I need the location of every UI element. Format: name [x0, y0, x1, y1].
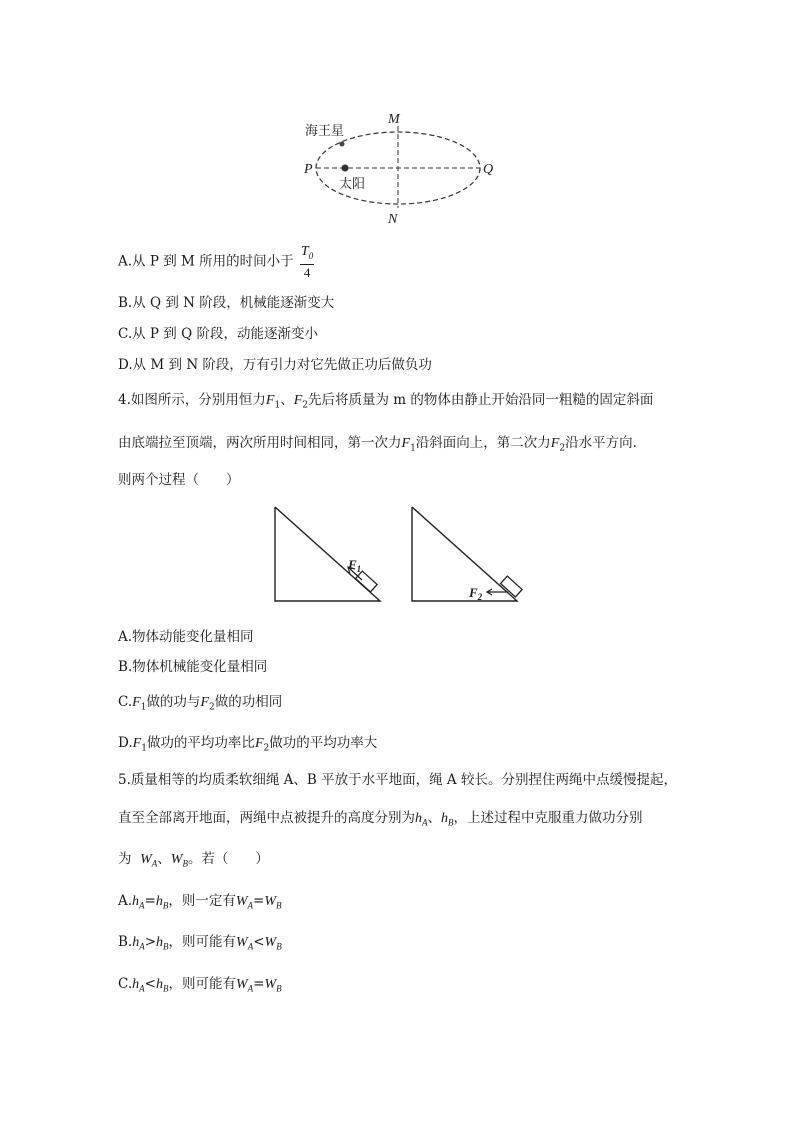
- q5-stem-line1: 5.质量相等的均质柔软细绳 A、B 平放于水平地面，绳 A 较长。分别捏住两绳中点缓慢提起，: [118, 772, 677, 788]
- var-h: h: [155, 894, 163, 909]
- q4-text: 4.如图所示，分别用恒力: [118, 392, 266, 408]
- op: >: [144, 934, 157, 950]
- sub: B: [162, 983, 169, 994]
- neptune-dot: [340, 142, 345, 147]
- q5-option-c: [118, 972, 282, 994]
- q4-text: 沿水平方向.: [565, 435, 637, 451]
- sub: A: [422, 817, 428, 828]
- q5-text: 。若（ ）: [187, 851, 269, 867]
- label-F2: $F_2$: [469, 585, 483, 602]
- sun-dot: [342, 165, 349, 172]
- label-neptune: 海王星: [305, 123, 345, 138]
- q4-text: 做功的平均功率大: [269, 735, 378, 751]
- incline-2: [412, 507, 517, 601]
- incline-figure-2: [405, 503, 535, 605]
- sub: B: [182, 858, 188, 869]
- q4-text: 做功的平均功率比: [146, 735, 255, 751]
- q5-text: A.: [118, 893, 133, 909]
- q4-text: 做的功相同: [214, 694, 283, 710]
- var-W: W: [140, 852, 152, 867]
- sub: 1: [410, 443, 416, 454]
- label-M: M: [388, 112, 400, 127]
- q4-stem-line1: [118, 388, 653, 411]
- q4-stem-line2: [118, 431, 637, 454]
- sub: 1: [140, 702, 147, 713]
- sub: B: [276, 983, 282, 994]
- var-h: h: [441, 811, 448, 826]
- sub: 2: [209, 702, 215, 713]
- q4-stem-line3: 则两个过程（ ）: [118, 472, 240, 488]
- sub: A: [151, 858, 158, 869]
- sub: A: [247, 983, 254, 994]
- var-h: h: [156, 935, 164, 950]
- var-W: W: [236, 935, 248, 950]
- q4-text: C.: [118, 694, 133, 710]
- op: <: [144, 976, 156, 992]
- q5-text: 、: [427, 810, 441, 826]
- q4-text: 做的功与: [146, 694, 201, 710]
- sub: 2: [302, 400, 308, 411]
- q5-option-b: [118, 930, 282, 952]
- q5-text: C.: [118, 976, 133, 992]
- q5-option-a: [118, 889, 282, 911]
- var-h: h: [132, 894, 140, 909]
- frac-num-sub: 0: [308, 250, 314, 261]
- q5-text: B.: [118, 934, 133, 950]
- q4-text: 先后将质量为 m 的物体由静止开始沿同一粗糙的固定斜面: [307, 392, 654, 408]
- label-N: N: [388, 212, 398, 227]
- op: =: [253, 893, 265, 909]
- var-F: F: [293, 393, 303, 408]
- q5-text: 直至全部离开地面，两绳中点被提升的高度分别为: [118, 810, 415, 826]
- var-W: W: [235, 977, 248, 992]
- sub: A: [247, 900, 254, 911]
- sub: 2: [559, 443, 566, 454]
- frac-den: 4: [303, 264, 311, 280]
- label-sun: 太阳: [339, 176, 366, 191]
- var-W: W: [235, 894, 248, 909]
- var-W: W: [264, 935, 277, 950]
- op: <: [253, 934, 265, 950]
- var-F: F: [132, 736, 142, 751]
- sub: A: [139, 941, 145, 952]
- q3-option-d: D.从 M 到 N 阶段，万有引力对它先做正功后做负功: [118, 357, 432, 373]
- q3-option-b: B.从 Q 到 N 阶段，机械能逐渐变大: [118, 295, 335, 311]
- sub: B: [162, 900, 169, 911]
- var-W: W: [264, 977, 277, 992]
- var-h: h: [155, 977, 163, 992]
- var-h: h: [415, 811, 422, 826]
- q3-option-c: C.从 P 到 Q 阶段，动能逐渐变小: [118, 326, 318, 342]
- sub: B: [448, 817, 454, 828]
- var-h: h: [132, 935, 140, 950]
- sub: B: [276, 900, 282, 911]
- q5-stem-line2: [118, 806, 643, 828]
- q5-text: 为: [118, 851, 132, 867]
- sub: A: [139, 900, 145, 911]
- block-2: [501, 576, 523, 597]
- sub: 1: [141, 743, 147, 754]
- q4-option-a: A.物体动能变化量相同: [118, 629, 254, 645]
- q4-text: 由底端拉至顶端，两次所用时间相同，第一次力: [118, 435, 402, 451]
- var-F: F: [254, 736, 264, 751]
- q4-text: 沿斜面向上，第二次力: [415, 435, 551, 451]
- frac-num: T: [300, 244, 309, 259]
- var-F: F: [200, 695, 209, 710]
- var-h: h: [132, 977, 140, 992]
- q5-text: ，则可能有: [168, 934, 237, 950]
- q4-text: D.: [118, 735, 133, 751]
- var-F: F: [265, 393, 275, 408]
- var-F: F: [132, 695, 141, 710]
- fraction-t0-over-4: [300, 244, 314, 280]
- q5-text: 、: [157, 851, 171, 867]
- q5-text: ，则可能有: [168, 976, 236, 992]
- var-F: F: [550, 436, 560, 451]
- label-F1: $F_1$: [348, 557, 362, 574]
- op: =: [144, 893, 156, 909]
- var-F: F: [401, 436, 411, 451]
- sub: 1: [274, 400, 281, 411]
- q4-option-b: B.物体机械能变化量相同: [118, 659, 268, 675]
- q5-stem-line3: [118, 847, 269, 869]
- orbit-figure: [295, 108, 505, 228]
- var-W: W: [264, 894, 277, 909]
- label-P: P: [304, 162, 313, 177]
- incline-figure-1: [268, 503, 388, 605]
- sub: 2: [263, 743, 270, 754]
- op: =: [253, 976, 265, 992]
- var-W: W: [170, 852, 183, 867]
- q4-option-c: [118, 690, 282, 713]
- label-Q: Q: [483, 162, 494, 177]
- q3-option-a-text: A.从 P 到 M 所用的时间小于: [118, 253, 294, 270]
- q5-text: ，则一定有: [168, 893, 236, 909]
- sub: A: [139, 983, 145, 994]
- q3-option-a: [118, 244, 314, 280]
- q5-text: ，上述过程中克服重力做功分别: [453, 810, 643, 826]
- q4-option-d: [118, 731, 377, 754]
- block-1: [356, 571, 378, 592]
- sub: B: [276, 941, 282, 952]
- sub: B: [163, 941, 169, 952]
- sub: A: [247, 941, 254, 952]
- q4-text: 、: [280, 392, 294, 408]
